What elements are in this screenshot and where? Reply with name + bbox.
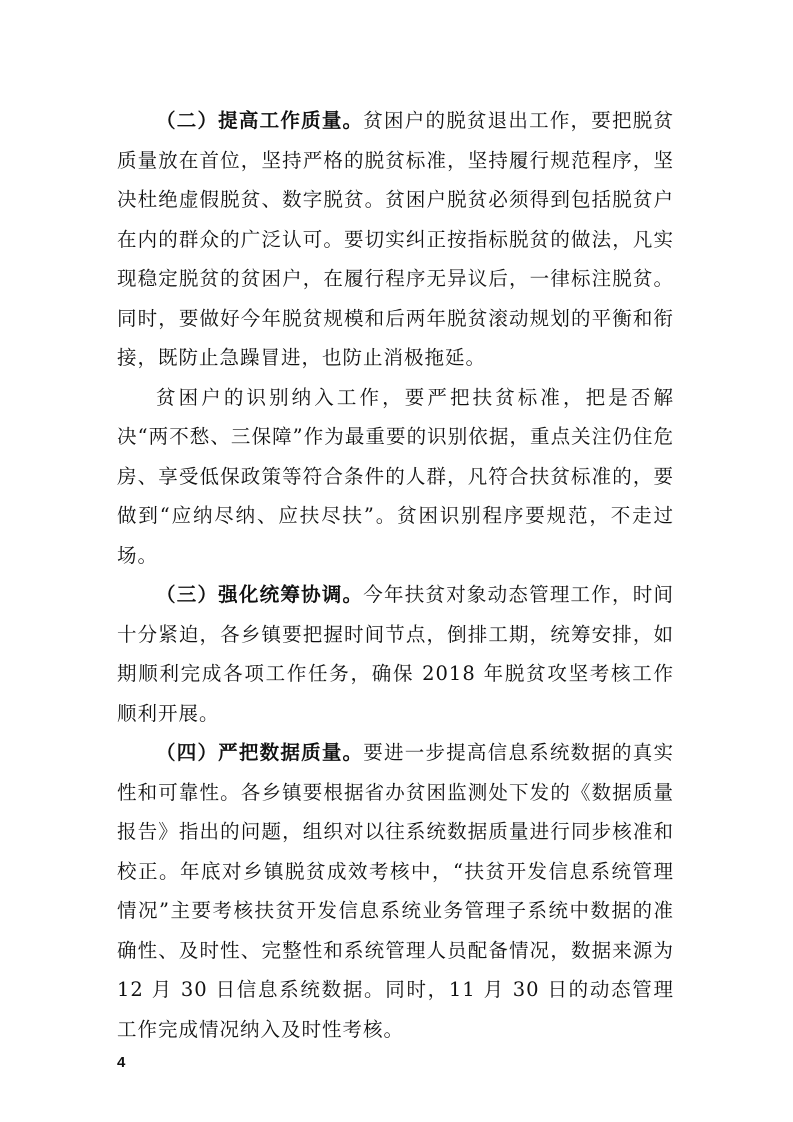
section-heading-coordination: （三）强化统筹协调。 [156, 583, 364, 606]
paragraph-text: 贫困户的脱贫退出工作，要把脱贫质量放在首位，坚持严格的脱贫标准，坚持履行规范程序，坚决杜绝虚假脱贫、数字脱贫。贫困户脱贫必须得到包括脱贫户在内的群众的广泛认可。要切实纠正按指标脱贫的做法，凡实现稳定脱贫的贫困户，在履行程序无异议后，一律标注脱贫。同时，要做好今年脱贫规模和后两年脱贫滚动规划的平衡和衔接，既防止急躁冒进，也防止消极拖延。 [117, 109, 674, 369]
paragraph-text: 今年扶贫对象动态管理工作，时间十分紧迫，各乡镇要把握时间节点，倒排工期，统筹安排，如期顺利完成各项工作任务，确保 2018 年脱贫攻坚考核工作顺利开展。 [117, 583, 674, 725]
paragraph-text: 贫困户的识别纳入工作，要严把扶贫标准，把是否解决“两不愁、三保障”作为最重要的识别依据，重点关注仍住危房、享受低保政策等符合条件的人群，凡符合扶贫标准的，要做到“应纳尽纳、应扶尽扶”。贫困识别程序要规范，不走过场。 [117, 385, 674, 567]
document-body [117, 101, 674, 1049]
section-heading-data-quality: （四）严把数据质量。 [156, 741, 364, 764]
section-heading-improve-quality: （二）提高工作质量。 [156, 109, 364, 132]
paragraph-identification [117, 378, 674, 576]
paragraph-coordination [117, 575, 674, 733]
paragraph-data-quality [117, 733, 674, 1049]
page-number: 4 [117, 1054, 126, 1071]
paragraph-text: 要进一步提高信息系统数据的真实性和可靠性。各乡镇要根据省办贫困监测处下发的《数据质量报告》指出的问题，组织对以往系统数据质量进行同步核准和校正。年底对乡镇脱贫成效考核中，“扶贫开发信息系统管理情况”主要考核扶贫开发信息系统业务管理子系统中数据的准确性、及时性、完整性和系统管理人员配备情况，数据来源为 12 月 30 日信息系统数据。同时，11 月 30 日的动态管理工作完成情况纳入及时性考核。 [117, 741, 674, 1041]
paragraph-improve-quality [117, 101, 674, 378]
